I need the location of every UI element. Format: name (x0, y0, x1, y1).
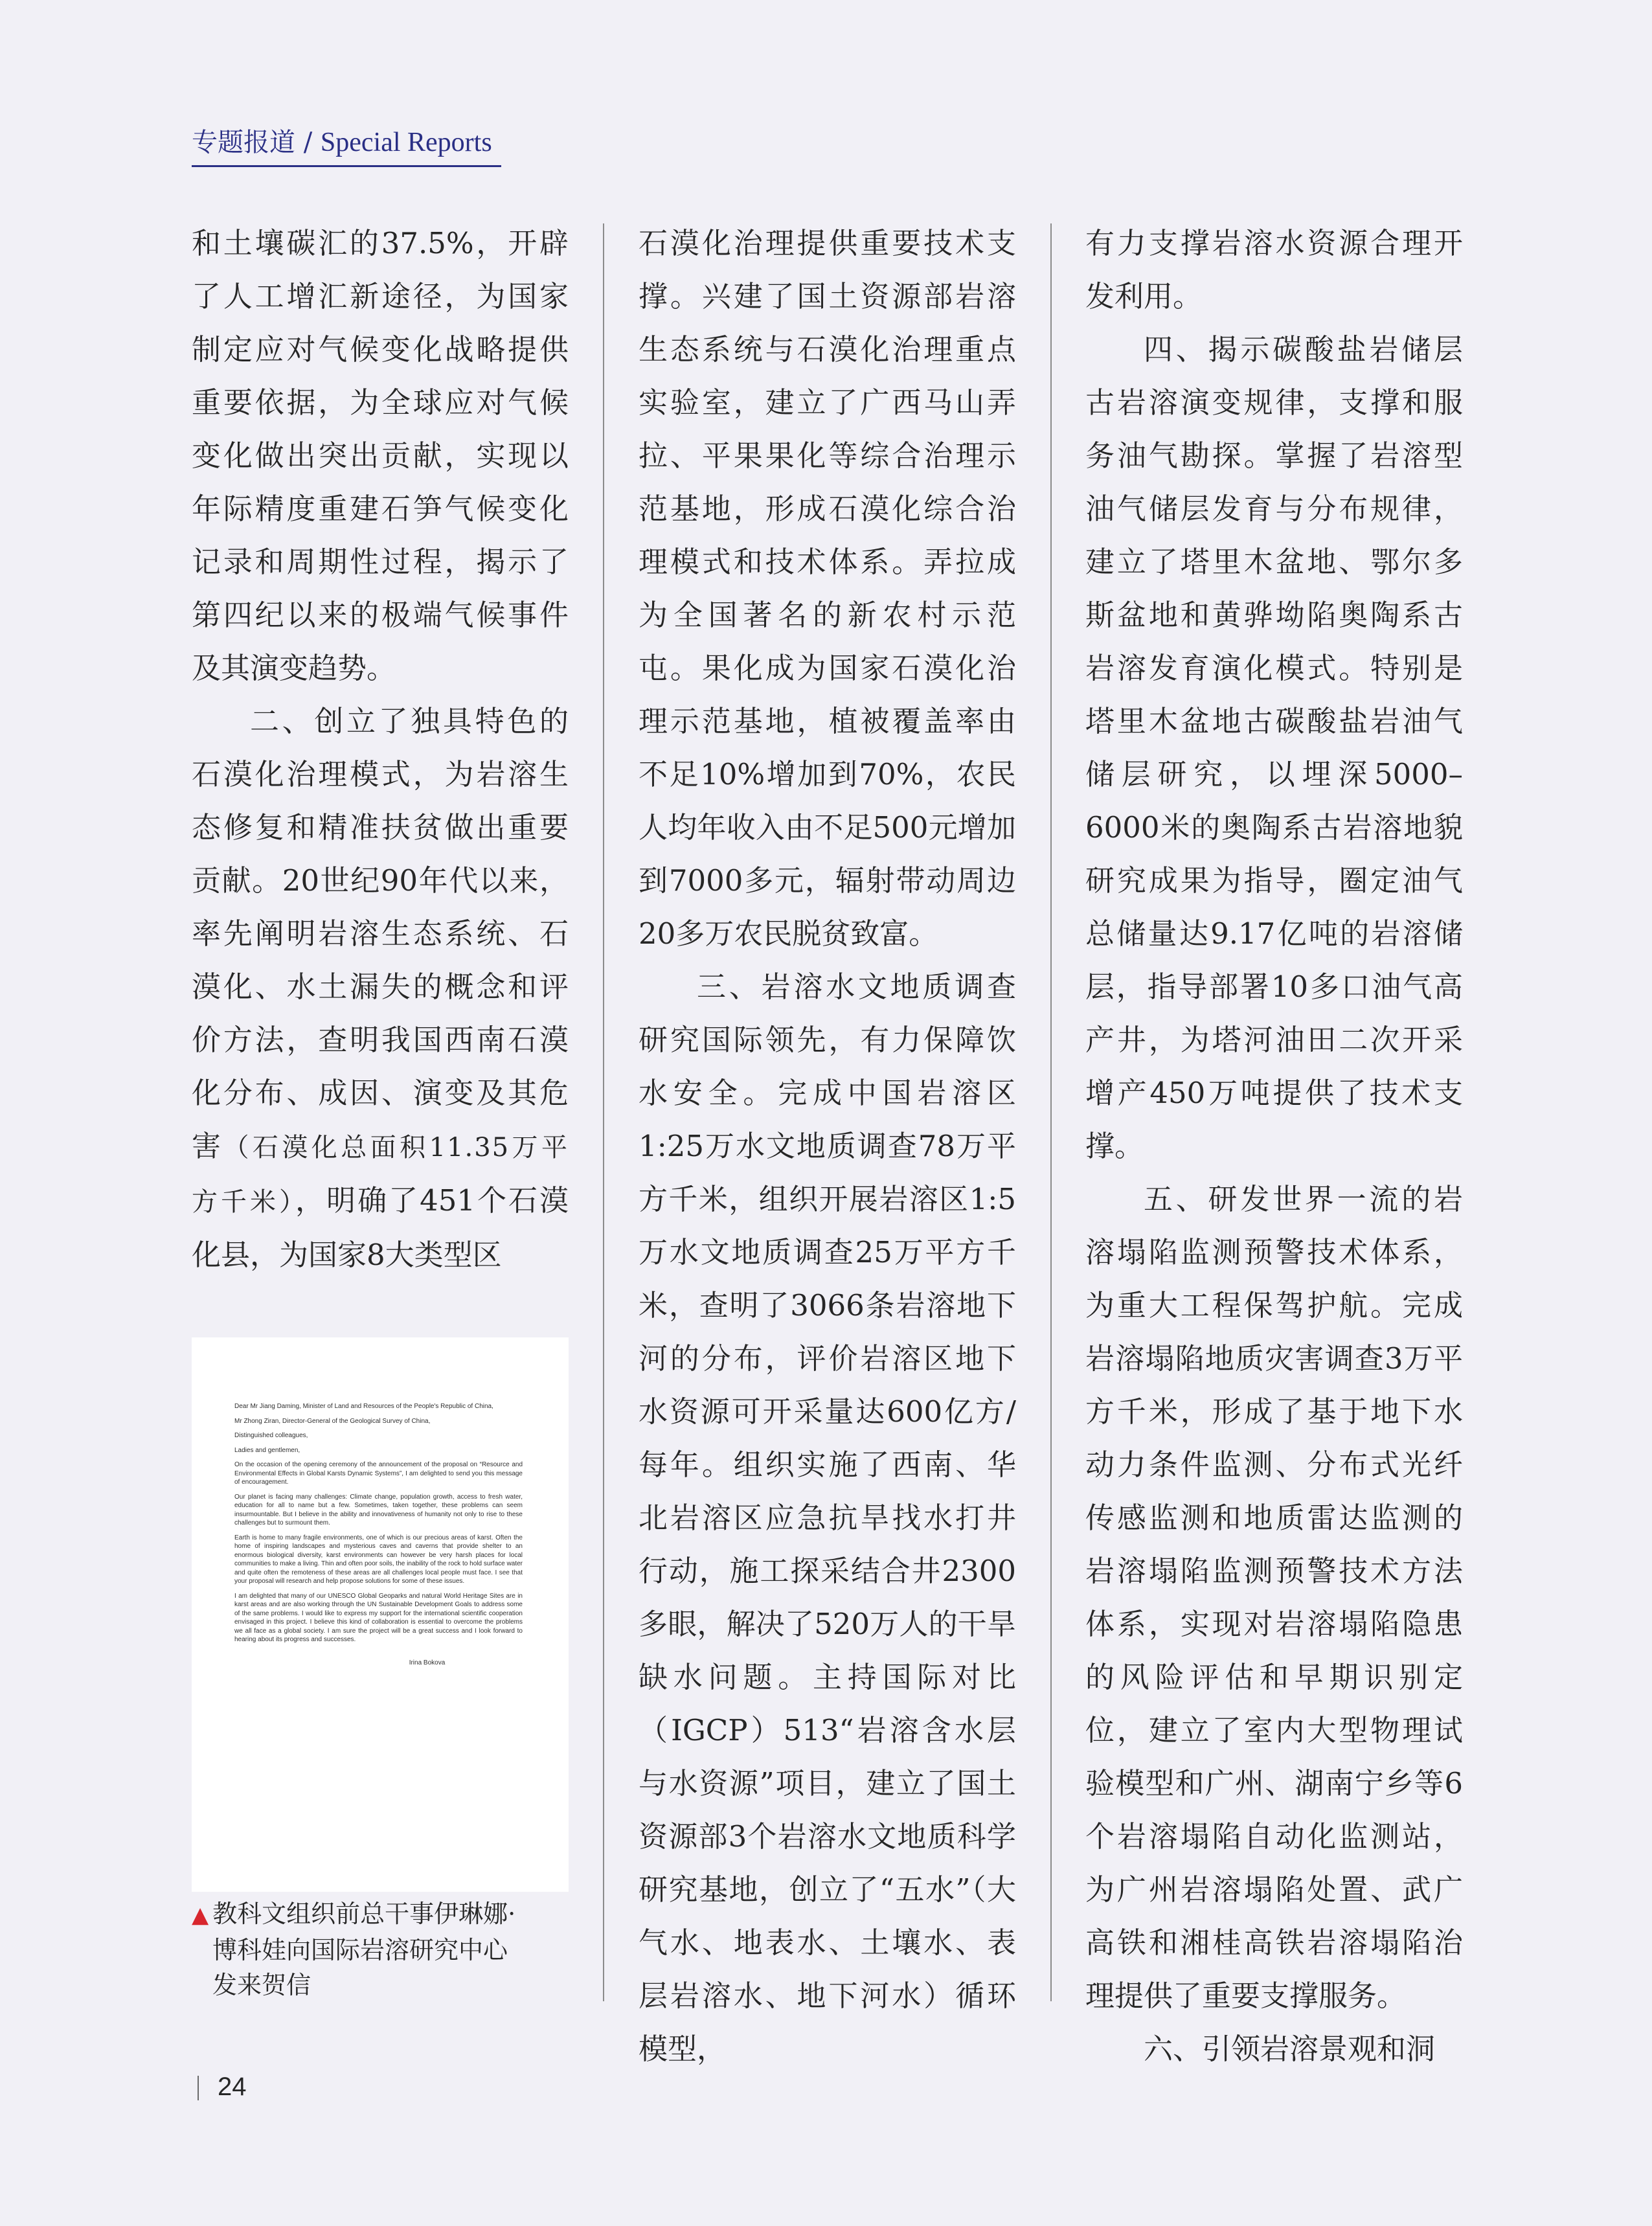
section-title-separator: / (295, 128, 321, 157)
page-number: 24 (218, 2073, 247, 2101)
caption-line: ▲ 教科文组织前总干事伊琳娜· (192, 1900, 516, 1928)
letter-line: Our planet is facing many challenges: Climate change, population growth, access to fresh water, education for all to name but a few. Sometimes, taken together, these problems can seem insurmountable. But I believe in the ability and innovativeness of humanity not only to rise to these challenges but to surmount them. (234, 1493, 523, 1527)
text-column-1 (192, 217, 569, 1282)
letter-line: Distinguished colleagues, (234, 1432, 308, 1439)
column-divider (603, 223, 604, 2001)
header-underline (192, 165, 501, 167)
paragraph: 五、研发世界一流的岩溶塌陷监测预警技术体系，为重大工程保驾护航。完成岩溶塌陷地质灾害调查3万平方千米，形成了基于地下水动力条件监测、分布式光纤传感监测和地质雷达监测的岩溶塌陷监测预警技术方法体系，实现对岩溶塌陷隐患的风险评估和早期识别定位，建立了室内大型物理试验模型和广州、湖南宁乡等6个岩溶塌陷自动化监测站，为广州岩溶塌陷处置、武广高铁和湘桂高铁岩溶塌陷治理提供了重要支撑服务。 (1085, 1182, 1463, 2013)
page-number-bar (198, 2076, 199, 2100)
letter-line: I am delighted that many of our UNESCO Global Geoparks and natural World Heritage Sites are in karst areas and are also working through the UN Sustainable Development Goals to address some of the same problems. I would like to express my support for the international scientific cooperation envisaged in this project. I believe this kind of collaboration is essential to overcome the problems we all face as a global society. I am sure the project will be a great success and I look forward to hearing about its progress and successes. (234, 1592, 523, 1643)
section-title-en: Special Reports (320, 128, 492, 157)
caption-line: 发来贺信 (212, 1971, 311, 1999)
paragraph: 二、创立了独具特色的石漠化治理模式，为岩溶生态修复和精准扶贫做出重要贡献。20世纪90年代以来，率先阐明岩溶生态系统、石漠化、水土漏失的概念和评价方法，查明我国西南石漠化分布、成因、演变及其危害（石漠化总面积11.35万平方千米），明确了451个石漠化县，为国家8大类型区 (192, 704, 569, 1272)
paragraph: 石漠化治理提供重要技术支撑。兴建了国土资源部岩溶生态系统与石漠化治理重点实验室，建立了广西马山弄拉、平果果化等综合治理示范基地，形成石漠化综合治理模式和技术体系。弄拉成为全国著名的新农村示范屯。果化成为国家石漠化治理示范基地，植被覆盖率由不足10%增加到70%，农民人均年收入由不足500元增加到7000多元，辐射带动周边20多万农民脱贫致富。 (639, 226, 1016, 951)
letter-line: Dear Mr Jiang Daming, Minister of Land and Resources of the People's Republic of China, (234, 1403, 493, 1410)
paragraph: 六、引领岩溶景观和洞 (1144, 2032, 1436, 2066)
letter-line: Mr Zhong Ziran, Director-General of the Geological Survey of China, (234, 1417, 431, 1425)
caption-line: 博科娃向国际岩溶研究中心 (212, 1936, 508, 1964)
letter-line: Ladies and gentlemen, (234, 1446, 300, 1454)
text-column-2 (639, 217, 1016, 2076)
parenthetical-note: （石漠化总面积11.35万平方千米） (192, 1133, 569, 1217)
image-caption (192, 1896, 569, 2003)
paragraph: 四、揭示碳酸盐岩储层古岩溶演变规律，支撑和服务油气勘探。掌握了岩溶型油气储层发育与分布规律，建立了塔里木盆地、鄂尔多斯盆地和黄骅坳陷奥陶系古岩溶发育演化模式。特别是塔里木盆地古碳酸盐岩油气储层研究，以埋深5000–6000米的奥陶系古岩溶地貌研究成果为指导，圈定油气总储量达9.17亿吨的岩溶储层，指导部署10多口油气高产井，为塔河油田二次开采增产450万吨提供了技术支撑。 (1085, 332, 1463, 1163)
section-title-cn: 专题报道 (192, 128, 295, 157)
letter-signature: Irina Bokova (409, 1659, 446, 1666)
letter-line: Earth is home to many fragile environments, one of which is our precious areas of karst. Often the home of inspiring landscapes and mysterious caves and caverns that provide shelter to an enormous biological diversity, karst environments can however be very harsh places for local communities to make a living. Thin and often poor soils, the inability of the rock to hold surface water and quite often the remoteness of these areas are all challenges local people must face. I see that your proposal will research and help propose solutions for some of these issues. (234, 1534, 523, 1585)
paragraph: 三、岩溶水文地质调查研究国际领先，有力保障饮水安全。完成中国岩溶区1:25万水文地质调查78万平方千米，组织开展岩溶区1:5万水文地质调查25万平方千米，查明了3066条岩溶地下河的分布，评价岩溶区地下水资源可开采量达600亿方/每年。组织实施了西南、华北岩溶区应急抗旱找水打井行动，施工探采结合井2300多眼，解决了520万人的干旱缺水问题。主持国际对比（IGCP）513“岩溶含水层与水资源”项目，建立了国土资源部3个岩溶水文地质科学研究基地，创立了“五水”（大气水、地表水、土壤水、表层岩溶水、地下河水）循环模型， (639, 970, 1016, 2066)
text-column-3 (1085, 217, 1463, 2076)
paragraph: 有力支撑岩溶水资源合理开发利用。 (1085, 226, 1463, 313)
column-divider (1050, 223, 1052, 2001)
letter-line: On the occasion of the opening ceremony of the announcement of the proposal on “Resource and Environmental Effects in Global Karsts Dynamic Systems”, I am delighted to send you this message of encouragement. (234, 1461, 523, 1486)
paragraph: 和土壤碳汇的37.5%，开辟了人工增汇新途径，为国家制定应对气候变化战略提供重要依据，为全球应对气候变化做出突出贡献，实现以年际精度重建石笋气候变化记录和周期性过程，揭示了第四纪以来的极端气候事件及其演变趋势。 (192, 226, 569, 685)
letter-text (234, 1402, 523, 1673)
letter-image (192, 1337, 569, 1892)
section-header (192, 122, 492, 159)
triangle-marker-icon: ▲ (192, 1902, 209, 1928)
